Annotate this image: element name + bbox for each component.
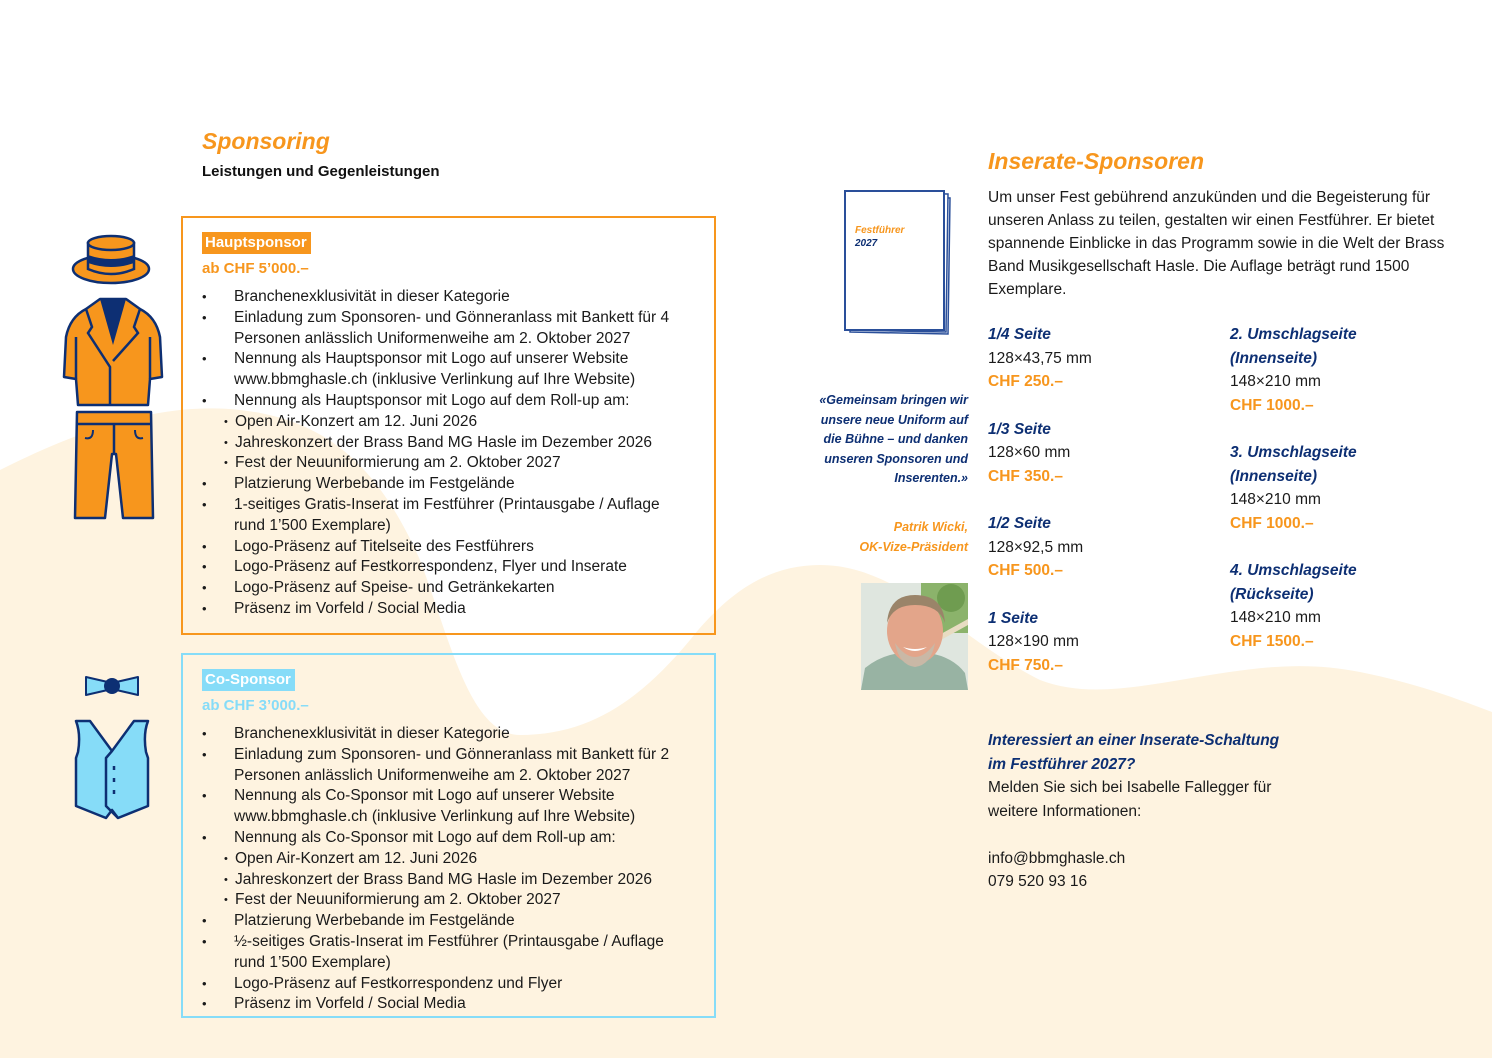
- contact-question-cont: im Festführer 2027?: [988, 755, 1136, 773]
- booklet-icon: [842, 188, 958, 336]
- ad-size: 148×210 mm: [1230, 491, 1321, 508]
- jacket-icon: [60, 297, 166, 407]
- booklet-title: Festführer: [855, 225, 905, 236]
- benefit-item: • Logo-Präsenz auf Titelseite des Festführers: [202, 537, 694, 558]
- ad-price: CHF 1000.–: [1230, 514, 1314, 532]
- cosponsor-price: ab CHF 3’000.–: [202, 697, 309, 714]
- rollup-event: • Open Air-Konzert am 12. Juni 2026: [224, 412, 694, 433]
- benefit-item: [202, 828, 694, 911]
- festfuehrer-booklet: [842, 188, 958, 336]
- ad-size: 128×92,5 mm: [988, 538, 1084, 556]
- benefit-item: • Platzierung Werbebande im Festgelände: [202, 474, 694, 495]
- quote-author: [800, 518, 968, 557]
- cosponsor-label: Co-Sponsor: [202, 669, 295, 691]
- ad-name: 3. Umschlagseite: [1230, 444, 1357, 461]
- rollup-events: [224, 412, 694, 474]
- benefit-item: • Einladung zum Sponsoren- und Gönneranlass mit Bankett für 4 Personen anlässlich Uniformenweihe am 2. Oktober 2027: [202, 308, 694, 350]
- benefit-text: Nennung als Hauptsponsor mit Logo auf dem Roll-up am:: [234, 391, 630, 409]
- quote-author-role: OK-Vize-Präsident: [859, 539, 968, 554]
- benefit-item: • Branchenexklusivität in dieser Kategorie: [202, 724, 694, 745]
- portrait-photo: [861, 583, 968, 690]
- ad-price: CHF 350.–: [988, 467, 1063, 485]
- hauptsponsor-benefits: [202, 287, 694, 620]
- rollup-event: • Open Air-Konzert am 12. Juni 2026: [224, 849, 694, 870]
- page-subtitle: Leistungen und Gegenleistungen: [202, 163, 440, 180]
- benefit-item: • ½-seitiges Gratis-Inserat im Festführer (Printausgabe / Auflage rund 1’500 Exemplare): [202, 932, 694, 974]
- vest-icon: [73, 718, 151, 820]
- ad-name: 1/2 Seite: [988, 515, 1051, 532]
- hat-icon: [70, 233, 152, 287]
- ad-sizes-left: [988, 323, 1208, 701]
- ad-size: 128×190 mm: [988, 633, 1079, 650]
- contact-text: Melden Sie sich bei Isabelle Fallegger für: [988, 779, 1272, 796]
- benefit-item: • Präsenz im Vorfeld / Social Media: [202, 994, 694, 1015]
- rollup-event: • Jahreskonzert der Brass Band MG Hasle im Dezember 2026: [224, 870, 694, 891]
- ad-price: CHF 750.–: [988, 656, 1063, 674]
- inserate-intro: Um unser Fest gebührend anzukünden und die Begeisterung für unseren Anlass zu teilen, gestalten wir einen Festführer. Er bietet spannende Einblicke in das Programm sowie in die Welt der Brass Band Musikgesellschaft Hasle. Die Auflage beträgt rund 1500 Exemplare.: [988, 189, 1445, 298]
- contact-text-cont: weitere Informationen:: [988, 802, 1142, 820]
- contact-phone[interactable]: 079 520 93 16: [988, 873, 1088, 890]
- cosponsor-box: [181, 653, 716, 1018]
- benefit-item: • 1-seitiges Gratis-Inserat im Festführer (Printausgabe / Auflage rund 1’500 Exemplare): [202, 495, 694, 537]
- benefit-item: • Platzierung Werbebande im Festgelände: [202, 911, 694, 932]
- booklet-year: 2027: [855, 238, 878, 249]
- hauptsponsor-label: Hauptsponsor: [202, 232, 311, 254]
- ad-option: [988, 323, 1208, 394]
- benefit-item: • Logo-Präsenz auf Festkorrespondenz, Flyer und Inserate: [202, 557, 694, 578]
- ad-size: 128×60 mm: [988, 444, 1071, 461]
- quote-author-name: Patrik Wicki,: [893, 520, 968, 534]
- ad-option: [988, 607, 1208, 678]
- contact-block: [988, 729, 1348, 894]
- hauptsponsor-price: ab CHF 5’000.–: [202, 260, 309, 277]
- ad-option: [1230, 559, 1450, 653]
- page-title: Sponsoring: [202, 128, 330, 154]
- ad-subname: (Rückseite): [1230, 585, 1314, 603]
- ad-option: [1230, 323, 1450, 417]
- ad-name: 1/4 Seite: [988, 326, 1051, 343]
- ad-price: CHF 500.–: [988, 562, 1063, 579]
- ad-name: 1 Seite: [988, 609, 1038, 627]
- benefit-item: [202, 391, 694, 474]
- benefit-item: • Einladung zum Sponsoren- und Gönneranlass mit Bankett für 2 Personen anlässlich Uniformenweihe am 2. Oktober 2027: [202, 745, 694, 787]
- benefit-item: • Branchenexklusivität in dieser Kategorie: [202, 287, 694, 308]
- ad-option: [1230, 441, 1450, 535]
- benefit-item: • Nennung als Hauptsponsor mit Logo auf unserer Website www.bbmghasle.ch (inklusive Verlinkung auf Ihre Website): [202, 349, 694, 391]
- ad-name: 4. Umschlagseite: [1230, 562, 1357, 579]
- benefit-item: • Logo-Präsenz auf Festkorrespondenz und Flyer: [202, 974, 694, 995]
- rollup-event: • Fest der Neuuniformierung am 2. Oktober 2027: [224, 453, 694, 474]
- bow-tie-icon: [84, 674, 140, 698]
- rollup-event: • Fest der Neuuniformierung am 2. Oktober 2027: [224, 890, 694, 911]
- ad-subname: (Innenseite): [1230, 467, 1317, 485]
- hauptsponsor-box: [181, 216, 716, 635]
- quote-text: «Gemeinsam bringen wir unsere neue Uniform auf die Bühne – und danken unseren Sponsoren und Inserenten.»: [819, 393, 968, 485]
- rollup-event: • Jahreskonzert der Brass Band MG Hasle im Dezember 2026: [224, 433, 694, 454]
- benefit-item: • Nennung als Co-Sponsor mit Logo auf unserer Website www.bbmghasle.ch (inklusive Verlinkung auf Ihre Website): [202, 786, 694, 828]
- benefit-item: • Logo-Präsenz auf Speise- und Getränkekarten: [202, 578, 694, 599]
- contact-email[interactable]: info@bbmghasle.ch: [988, 849, 1126, 867]
- benefit-item: • Präsenz im Vorfeld / Social Media: [202, 599, 694, 620]
- ad-price: CHF 1500.–: [1230, 632, 1314, 650]
- trousers-icon: [73, 410, 155, 522]
- ad-name: 2. Umschlagseite: [1230, 326, 1357, 343]
- ad-option: [988, 418, 1208, 489]
- ad-subname: (Innenseite): [1230, 349, 1317, 367]
- cosponsor-benefits: [202, 724, 694, 1015]
- ad-size: 148×210 mm: [1230, 373, 1321, 390]
- ad-price: CHF 250.–: [988, 373, 1063, 390]
- ad-sizes-right: [1230, 323, 1450, 677]
- ad-name: 1/3 Seite: [988, 420, 1051, 438]
- rollup-events: [224, 849, 694, 911]
- ad-size: 128×43,75 mm: [988, 349, 1092, 367]
- ad-size: 148×210 mm: [1230, 609, 1321, 626]
- contact-question: Interessiert an einer Inserate-Schaltung: [988, 732, 1280, 749]
- benefit-text: Nennung als Co-Sponsor mit Logo auf dem Roll-up am:: [234, 828, 616, 846]
- ad-price: CHF 1000.–: [1230, 396, 1314, 414]
- ad-option: [988, 512, 1208, 583]
- inserate-title: Inserate-Sponsoren: [988, 148, 1204, 174]
